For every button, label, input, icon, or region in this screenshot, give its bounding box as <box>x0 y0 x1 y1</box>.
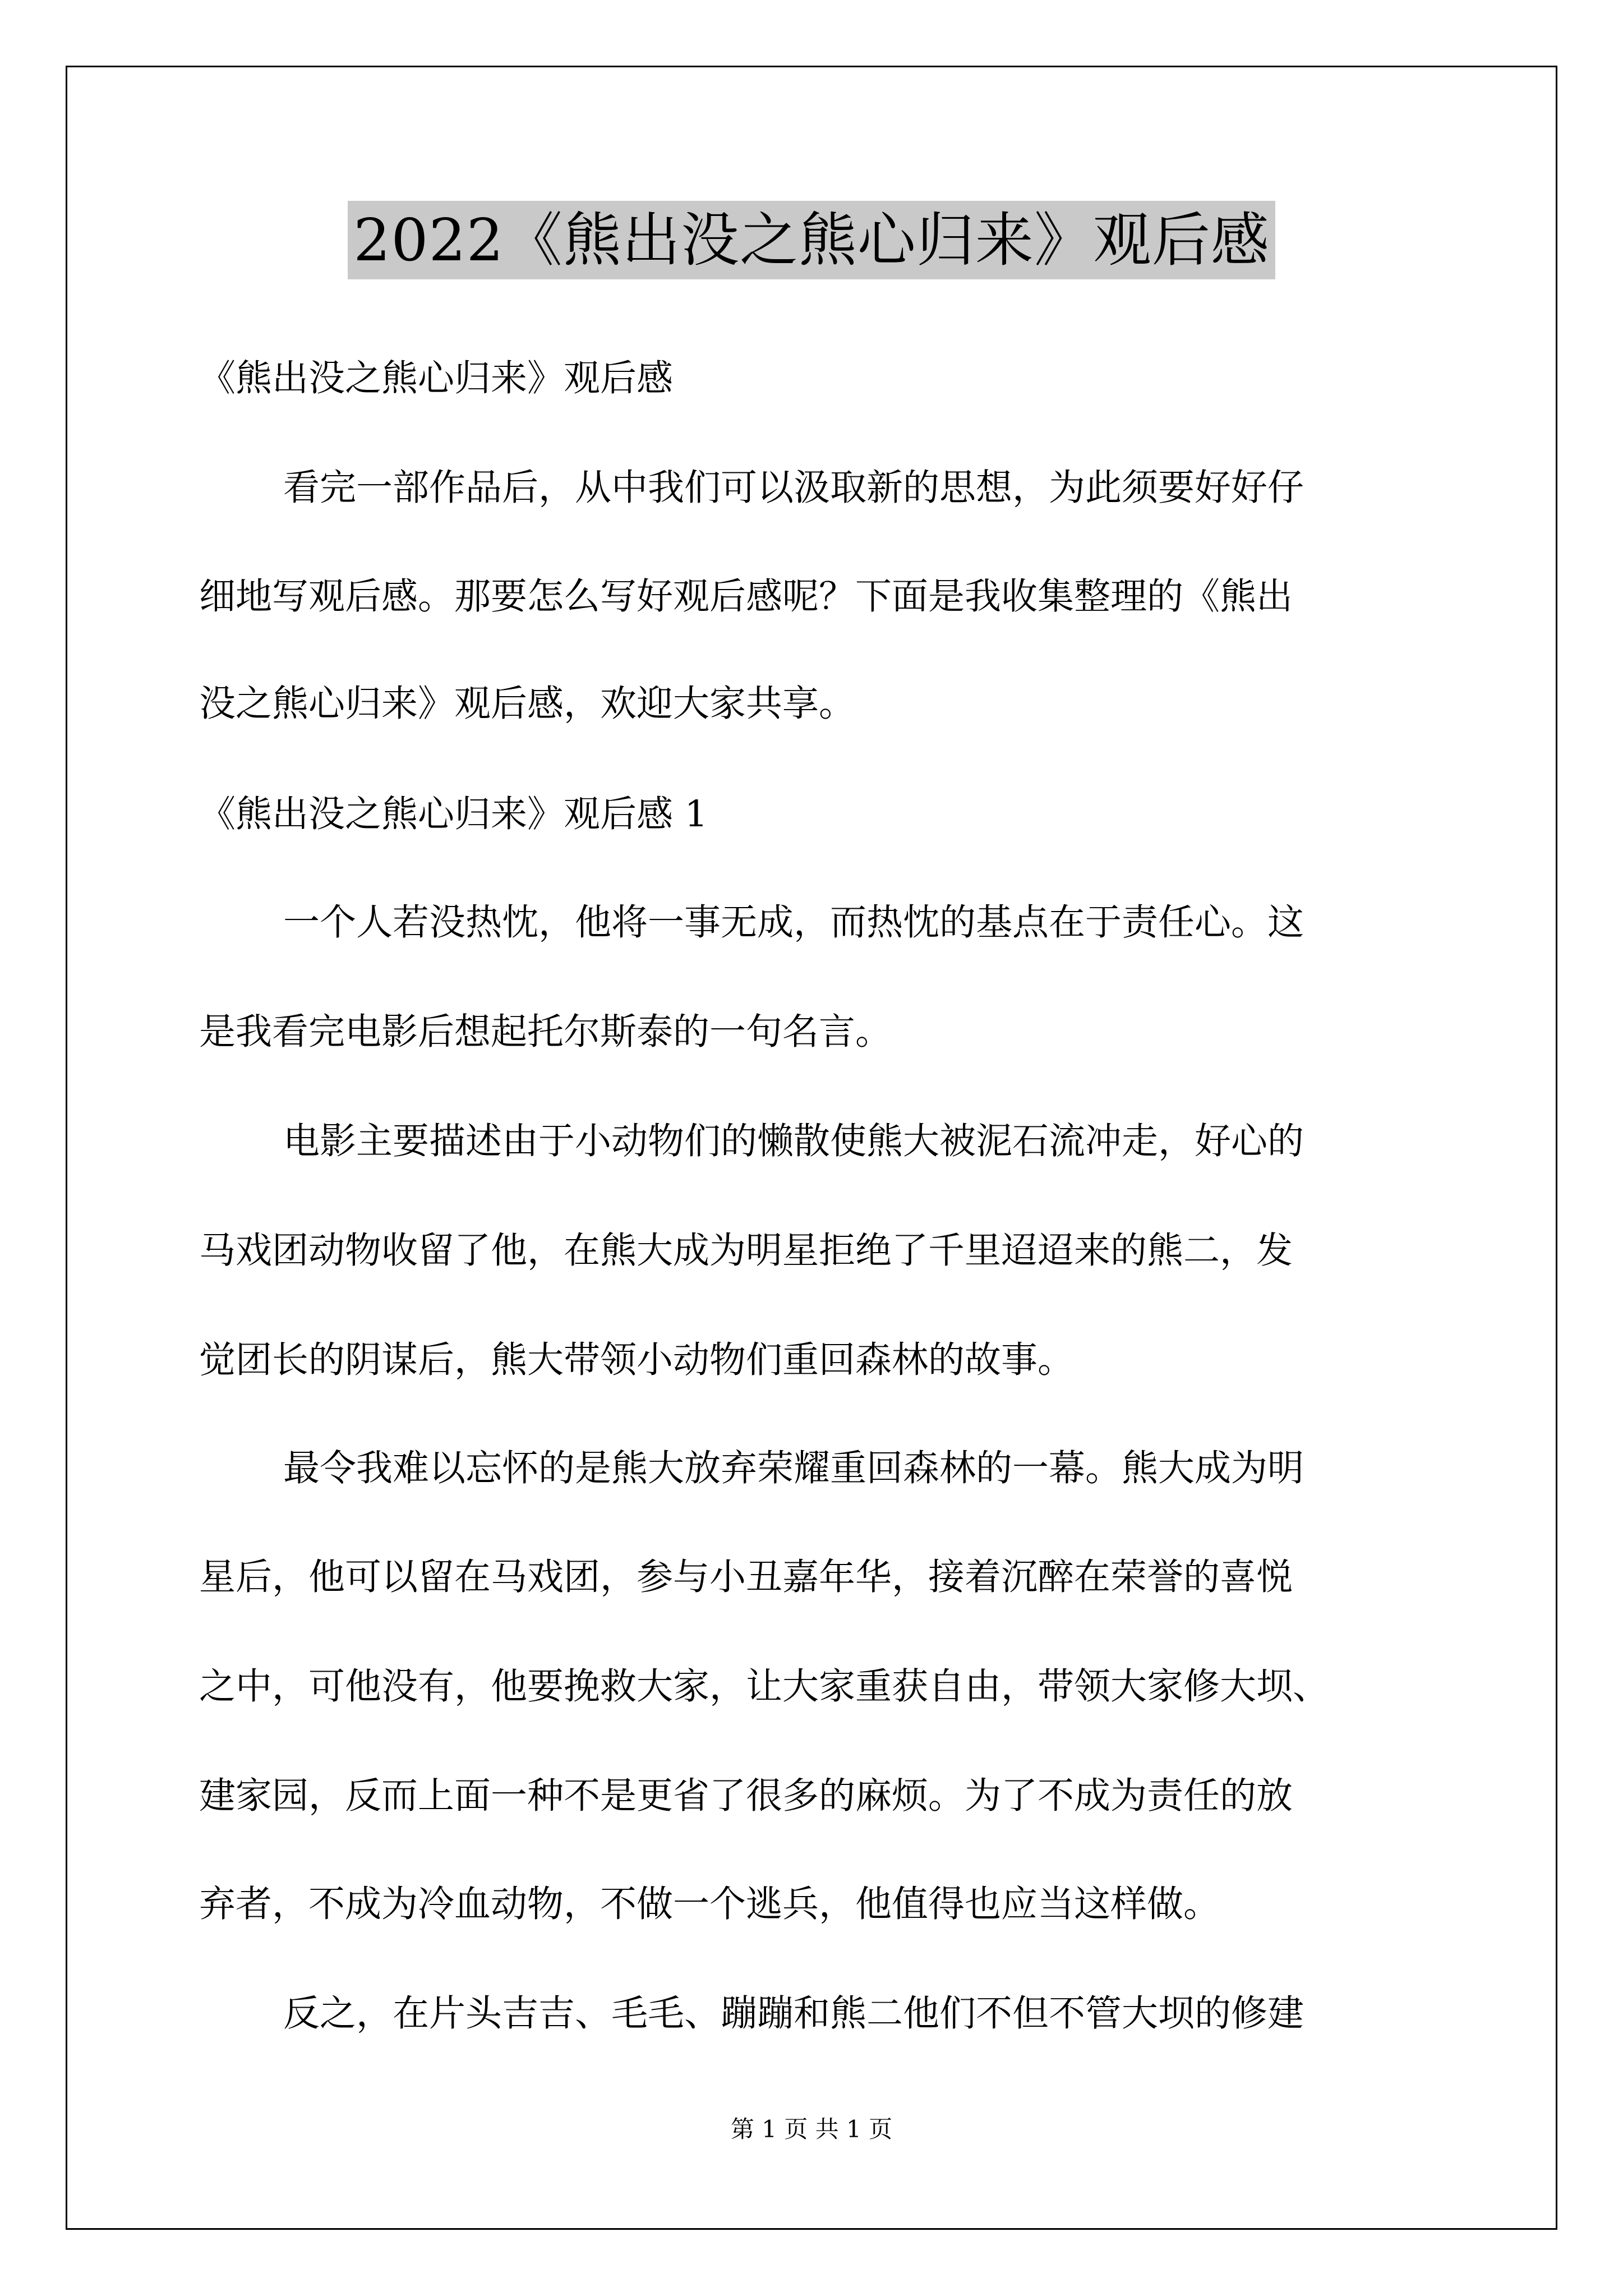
paragraph-line: 最令我难以忘怀的是熊大放弃荣耀重回森林的一幕。熊大成为明 <box>283 1447 1304 1489</box>
document-title: 2022《熊出没之熊心归来》观后感 <box>348 201 1275 279</box>
section-heading: 《熊出没之熊心归来》观后感 1 <box>199 793 708 835</box>
paragraph-line: 星后，他可以留在马戏团，参与小丑嘉年华，接着沉醉在荣誉的喜悦 <box>199 1556 1293 1598</box>
paragraph-line: 细地写观后感。那要怎么写好观后感呢？下面是我收集整理的《熊出 <box>199 576 1293 618</box>
paragraph-line: 一个人若没热忱，他将一事无成，而热忱的基点在于责任心。这 <box>283 901 1304 944</box>
paragraph-line: 没之熊心归来》观后感，欢迎大家共享。 <box>199 683 856 725</box>
title-container <box>0 201 1623 279</box>
paragraph-line: 建家园，反而上面一种不是更省了很多的麻烦。为了不成为责任的放 <box>199 1775 1293 1817</box>
paragraph-line: 是我看完电影后想起托尔斯泰的一句名言。 <box>199 1011 892 1053</box>
paragraph-line: 反之，在片头吉吉、毛毛、蹦蹦和熊二他们不但不管大坝的修建 <box>283 1993 1304 2035</box>
page-footer: 第 1 页 共 1 页 <box>730 2115 893 2143</box>
paragraph-line: 弃者，不成为冷血动物，不做一个逃兵，他值得也应当这样做。 <box>199 1883 1220 1925</box>
paragraph-line: 电影主要描述由于小动物们的懒散使熊大被泥石流冲走，好心的 <box>283 1120 1304 1162</box>
paragraph-line: 看完一部作品后，从中我们可以汲取新的思想，为此须要好好仔 <box>283 467 1304 509</box>
section-heading: 《熊出没之熊心归来》观后感 <box>199 357 674 399</box>
paragraph-line: 之中，可他没有，他要挽救大家，让大家重获自由，带领大家修大坝、 <box>199 1665 1330 1708</box>
paragraph-line: 马戏团动物收留了他，在熊大成为明星拒绝了千里迢迢来的熊二，发 <box>199 1230 1293 1272</box>
paragraph-line: 觉团长的阴谋后，熊大带领小动物们重回森林的故事。 <box>199 1339 1075 1381</box>
